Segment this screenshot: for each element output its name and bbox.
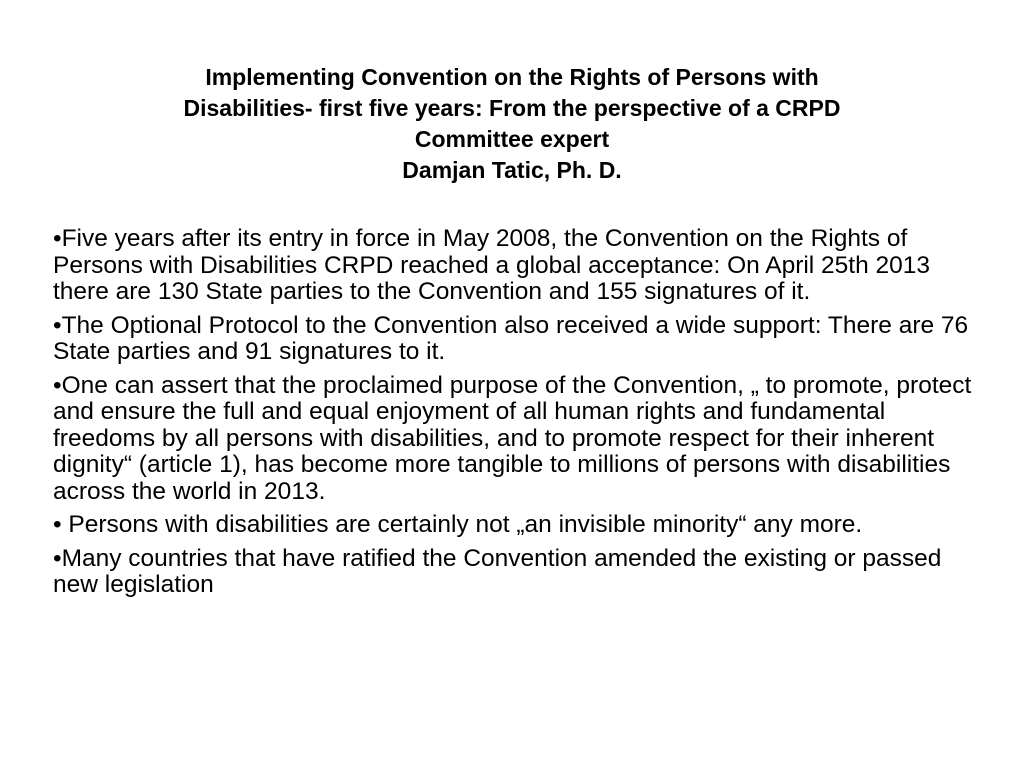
title-line: Committee expert [414, 126, 610, 152]
bullet-item: •The Optional Protocol to the Convention also received a wide support: There are 76 State parties and 91 signatures to it. [53, 311, 969, 365]
bullet-item: •One can assert that the proclaimed purpose of the Convention, „ to promote, protect and ensure the full and equal enjoyment of all human rights and fundamental freedoms by all persons with disabilities, and to promote respect for their inherent dignity“ (article 1), has become more tangible to millions of persons with disabilities across the world in 2013. [53, 371, 972, 505]
bullet-item: •Five years after its entry in force in May 2008, the Convention on the Rights of Persons with Disabilities CRPD reached a global acceptance: On April 25th 2013 there are 130 State parties to the Convention and 155 signatures of it. [53, 225, 931, 305]
title-line: Disabilities- first five years: From the perspective of a CRPD [183, 95, 841, 121]
author-name: Damjan Tatic, Ph. D. [402, 157, 622, 183]
slide-title [60, 62, 964, 186]
title-line: Implementing Convention on the Rights of Persons with [205, 64, 819, 90]
bullet-item: • Persons with disabilities are certainly not „an invisible minority“ any more. [53, 511, 863, 538]
bullet-item: •Many countries that have ratified the Convention amended the existing or passed new legislation [53, 544, 942, 598]
bullet-list [53, 226, 973, 606]
